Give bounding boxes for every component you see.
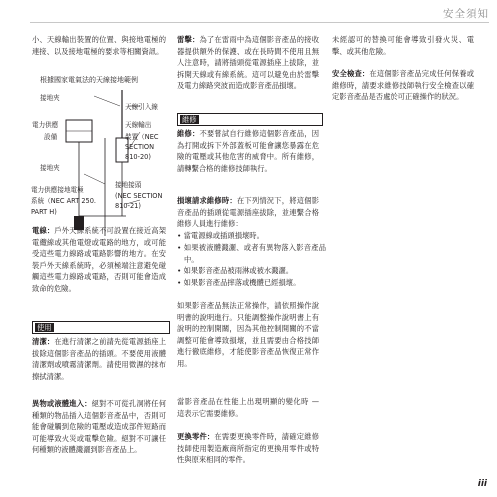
diagram-label-section1: SECTION <box>125 143 155 151</box>
page-number: iii <box>477 479 487 489</box>
diagram-label-grounding-conductor: 接地接頭 <box>115 181 142 189</box>
power-lines-text: 戶外天線系統不可設置在接近高架電纜線或其他電燈或電路的地方，或可能受這些電力線路或電路影響的地方。在安裝戶外天線系統時，必須極端注意避免碰觸這些電力線路或電路，否則可能會造成致命的危險。 <box>32 226 166 293</box>
diagram-label-electrode-2: 系統（NEC ART 250. <box>31 197 96 205</box>
section-use-heading <box>32 321 170 334</box>
page-header: 安全須知 <box>443 8 489 20</box>
diagram-label-electrode-1: 電力供應接地電極 <box>31 186 84 194</box>
power-lines-label: 電線： <box>32 226 55 235</box>
objects-text: 絕對不可從孔洞將任何種類的物品插入這個影音產品中，否則可能會碰觸到危險的電壓或造成部件短路而可能導致火災或電擊危險。絕對不可讓任何種類的液體濺灑到影音產品上。 <box>32 399 166 455</box>
diagram-label-ground-clamp-top: 接地夾 <box>40 94 60 102</box>
header-rule <box>30 22 489 23</box>
safety-check-text: 在這個影音產品完成任何保養或維修時，請要求維修技師執行安全檢查以確定影音產品是否處於可正確操作的狀況。 <box>332 69 475 102</box>
objects-label: 異物或液體進入： <box>32 399 92 408</box>
diagram-title: 根據國家電氣法的天線接地範例 <box>40 76 138 84</box>
lightning-paragraph <box>177 34 319 92</box>
damage-label: 損壞請求維修時： <box>177 196 237 205</box>
intro-paragraph: 小、天線輸出裝置的位置、與接地電極的連接、以及接地電極的要求等相關資訊。 <box>32 35 166 56</box>
section-use-label: 使用 <box>37 323 52 332</box>
replacement-paragraph <box>177 431 319 466</box>
servicing-text: 不要嘗試自行維修這個影音產品，因為打開或拆下外部蓋板可能會讓您暴露在危險的電壓或其他危害的威脅中。所有維修，請轉繫合格的維修技師執行。 <box>177 129 320 173</box>
cleaning-text: 在進行清潔之前請先從電源插座上拔除這個影音產品的插頭。不要使用液體清潔劑或噴霧清潔劑。請使用微濕的抹布擦拭清潔。 <box>32 337 166 381</box>
section-service-heading <box>177 113 323 126</box>
diagram-label-nec-section2: (NEC SECTION <box>115 192 163 200</box>
replacement-label: 更換零件： <box>177 432 215 441</box>
lightning-label: 雷擊： <box>177 35 200 44</box>
diagram-label-power-service: 電力供應 <box>32 121 59 129</box>
cleaning-label: 清潔： <box>32 337 55 346</box>
damage-item: • 如果影音產品被雨淋或被水濺灑。 <box>177 266 294 275</box>
diagram-label-antenna-discharge: 天線輸出 <box>125 121 152 129</box>
damage-item: • 當電源線或插頭損壞時。 <box>177 231 264 240</box>
diagram-label-equipment: 設備 <box>44 133 58 141</box>
diagram-label-antenna-lead: 天線引入線 <box>125 103 158 111</box>
safety-check-label: 安全檢查： <box>332 69 370 78</box>
performance-paragraph: 當影音產品在性能上出現明顯的變化時 — 這表示它需要維修。 <box>177 397 319 418</box>
servicing-paragraph <box>177 128 319 174</box>
cleaning-paragraph <box>32 336 166 382</box>
power-lines-paragraph <box>32 225 166 295</box>
continued-paragraph: 未經認可的替換可能會導致引發火災、電擊、或其他危險。 <box>332 35 474 56</box>
diagram-label-nec-section2-num: 810-21) <box>115 202 141 210</box>
damage-item: • 如果被液體濺灑、或者有異物落入影音產品中。 <box>177 243 326 264</box>
section-service-label: 維修 <box>182 115 197 124</box>
safety-check-paragraph <box>332 68 474 103</box>
diagram-label-section1-num: 810-20) <box>125 153 151 161</box>
diagram-label-ground-clamp-bottom: 接地夾 <box>40 164 60 172</box>
damage-intro-text: 在下列情況下，將這個影音產品的插頭從電源插座拔除，並連繫合格維修人員進行維修： <box>177 196 320 229</box>
damage-paragraph <box>177 195 319 230</box>
damage-item: • 如果影音產品摔落或機體已經損壞。 <box>177 278 301 287</box>
objects-paragraph <box>32 398 166 456</box>
diagram-label-discharge-unit: 裝置（NEC <box>125 133 159 141</box>
diagram-label-electrode-3: PART H) <box>31 208 57 216</box>
lightning-text: 為了在雷雨中為這個影音產品的接收器提供額外的保護、或在長時間不使用且無人注意時，請將插頭從電源插座上拔除，並拆開天線或有線系統。這可以避免由於雷擊及電力線路突波而造成影音產品損壞。 <box>177 35 320 91</box>
replacement-text: 在需要更換零件時，請確定維修技師使用製造廠商所指定的更換用零件或特性與原來相同的零件。 <box>177 432 320 465</box>
damage-follow-paragraph: 如果影音產品無法正常操作，請依照操作說明書的說明進行。只能調整操作說明書上有說明的控制開關，因為其他控制開關的不當調整可能會導致損壞，並且需要由合格技師進行徹底維修，才能使影音產品恢復正常作用。 <box>177 301 319 368</box>
servicing-label: 維修： <box>177 129 200 138</box>
